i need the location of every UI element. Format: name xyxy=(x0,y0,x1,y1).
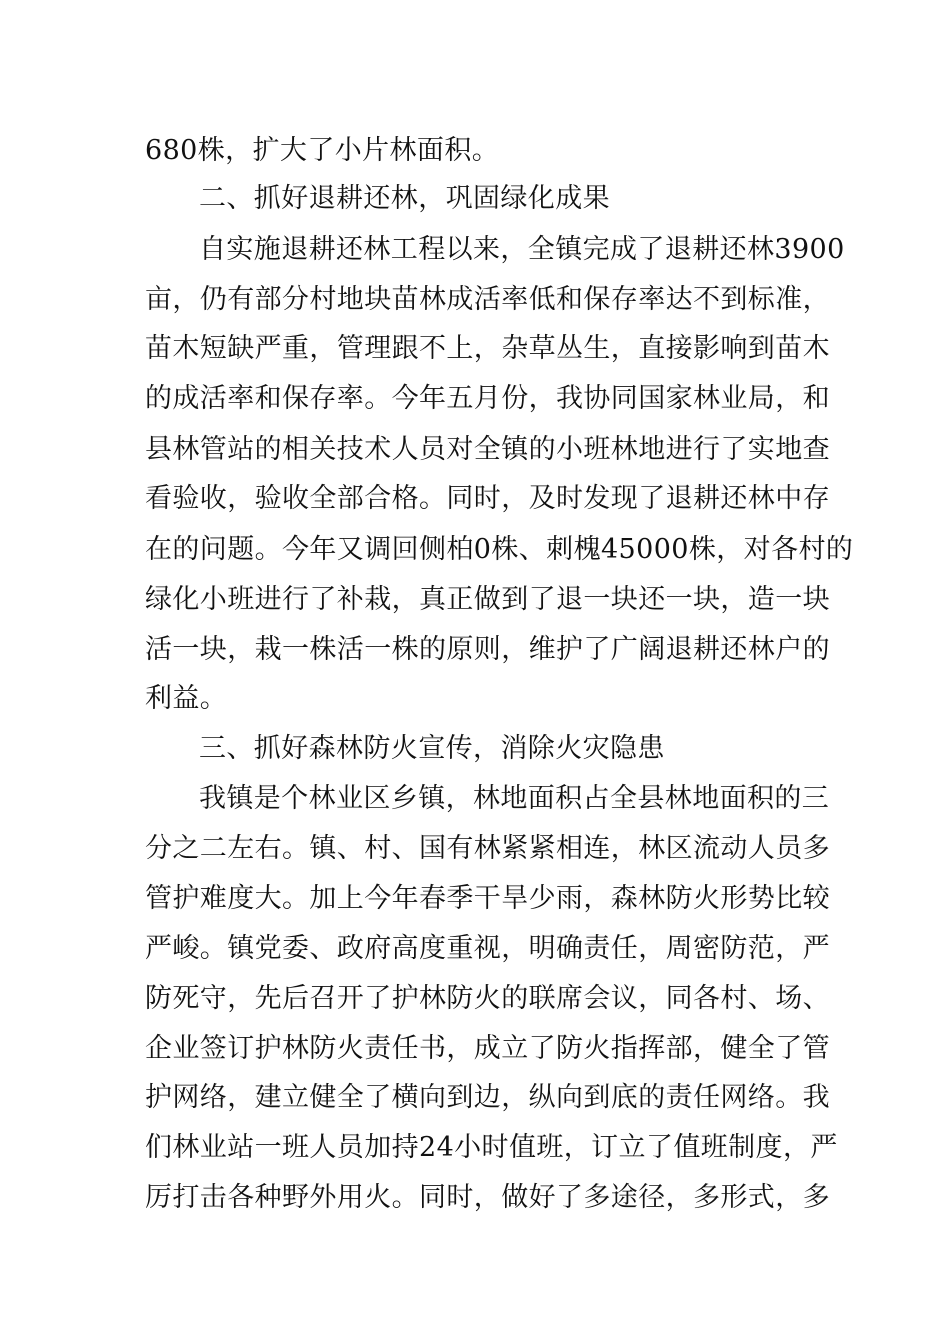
body-text-line: 们林业站一班人员加持24小时值班，订立了值班制度，严 xyxy=(145,1132,838,1163)
body-text-line: 亩，仍有部分村地块苗林成活率低和保存率达不到标准， xyxy=(145,284,830,315)
body-text-line: 利益。 xyxy=(145,683,228,714)
section-heading-2: 二、抓好退耕还林，巩固绿化成果 xyxy=(199,183,610,214)
body-text-line: 防死守，先后召开了护林防火的联席会议，同各村、场、 xyxy=(145,983,830,1014)
body-text-line: 我镇是个林业区乡镇，林地面积占全县林地面积的三 xyxy=(199,783,830,814)
body-text-line: 在的问题。今年又调回侧柏0株、刺槐45000株，对各村的 xyxy=(145,534,854,565)
paragraph-end-line: 680株，扩大了小片林面积。 xyxy=(145,135,500,166)
body-text-line: 管护难度大。加上今年春季干旱少雨，森林防火形势比较 xyxy=(145,883,830,914)
body-text-line: 严峻。镇党委、政府高度重视，明确责任，周密防范，严 xyxy=(145,933,830,964)
body-text-line: 厉打击各种野外用火。同时，做好了多途径，多形式，多 xyxy=(145,1182,830,1213)
section-heading-3: 三、抓好森林防火宣传，消除火灾隐患 xyxy=(199,733,665,764)
body-text-line: 企业签订护林防火责任书，成立了防火指挥部，健全了管 xyxy=(145,1033,830,1064)
body-text-line: 护网络，建立健全了横向到边，纵向到底的责任网络。我 xyxy=(145,1082,830,1113)
body-text-line: 活一块，栽一株活一株的原则，维护了广阔退耕还林户的 xyxy=(145,634,830,665)
body-text-line: 看验收，验收全部合格。同时，及时发现了退耕还林中存 xyxy=(145,483,830,514)
body-text-line: 自实施退耕还林工程以来，全镇完成了退耕还林3900 xyxy=(199,234,845,265)
body-text-line: 县林管站的相关技术人员对全镇的小班林地进行了实地查 xyxy=(145,434,830,465)
body-text-line: 绿化小班进行了补栽，真正做到了退一块还一块，造一块 xyxy=(145,584,830,615)
body-text-line: 分之二左右。镇、村、国有林紧紧相连，林区流动人员多 xyxy=(145,833,830,864)
body-text-line: 苗木短缺严重，管理跟不上，杂草丛生，直接影响到苗木 xyxy=(145,333,830,364)
body-text-line: 的成活率和保存率。今年五月份，我协同国家林业局，和 xyxy=(145,383,830,414)
